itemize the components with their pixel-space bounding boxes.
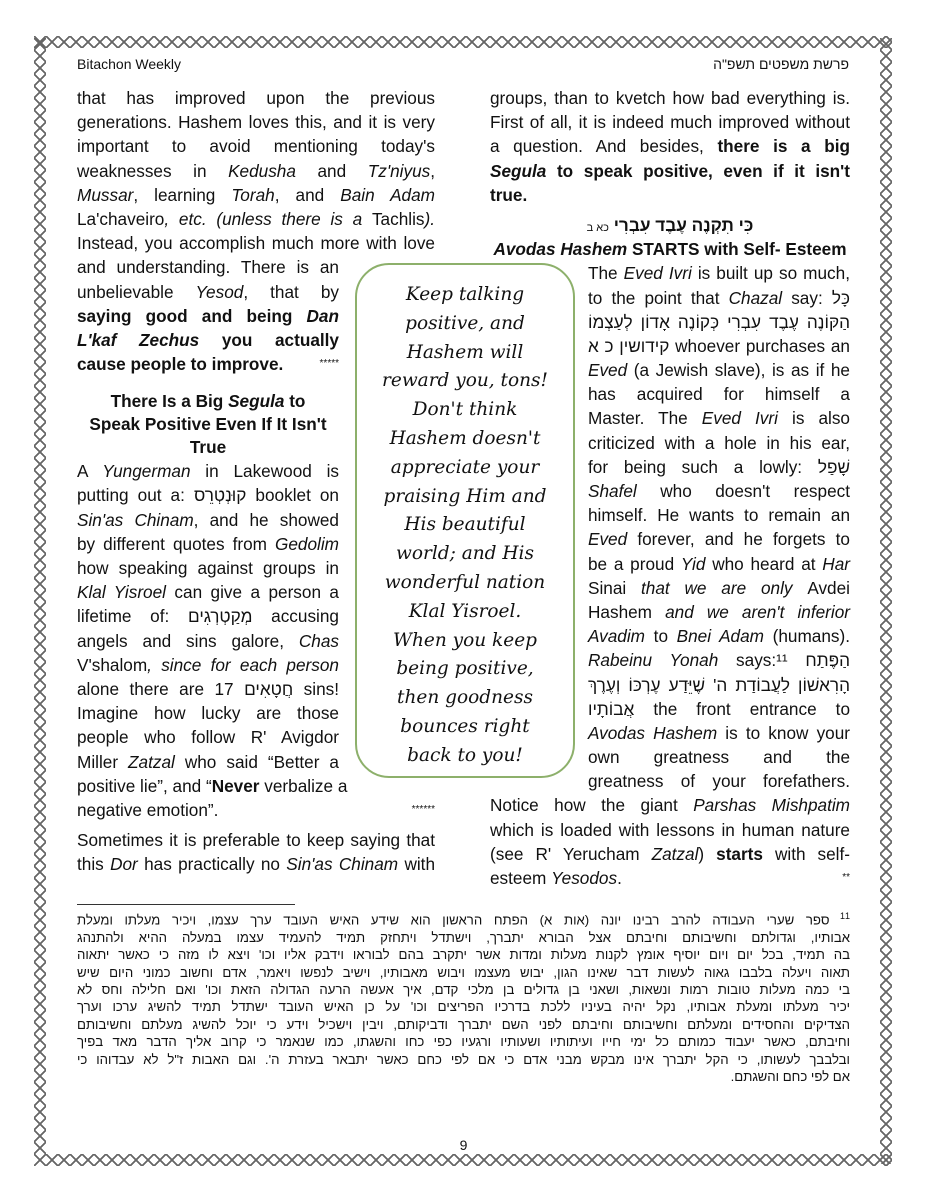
text-line: קידושין כ א whoever purchases an <box>588 335 850 356</box>
text-line: by different quotes from Gedolim <box>77 533 339 554</box>
text-line: to the point that Chazal say: כָּל <box>588 287 850 308</box>
callout-line: Klal Yisroel. <box>408 600 522 622</box>
callout-line: wonderful nation <box>384 571 546 593</box>
text-line: groups, than to kvetch how bad everything is. <box>490 88 850 108</box>
page-border-right <box>880 38 892 1164</box>
text-line: positive lie”, and “Never verbalize a <box>77 775 348 796</box>
right-column <box>490 86 850 890</box>
callout-line: bounces right <box>400 715 530 737</box>
bold-line: L'kaf Zechus you actually <box>77 329 339 350</box>
text-line: important to avoid mentioning today's <box>77 136 435 157</box>
page-border-bottom <box>34 1154 892 1166</box>
text-line: Avadim to Bnei Adam (humans). <box>588 626 850 647</box>
callout-line: When you keep <box>392 629 537 651</box>
text-line: putting out a: קוּנְטְרֵס booklet on <box>77 485 339 506</box>
footnote <box>77 908 850 1085</box>
section-stars: ***** <box>319 358 339 370</box>
text-line: greatness of your forefathers. <box>588 771 850 792</box>
footnote-line: $^{11}$ ספר שערי העבודה להרב רבינו יונה (אות א) הפתח הראשון הוא שידע האיש העובד ערך עצמו, ויכיר מעלתו ומעלת <box>77 911 850 928</box>
section-stars: ** <box>842 872 850 883</box>
footnote-line: וחיבתם, כאשר יעבוד כמותם כל ימי חייו ועיתותיו ושעותיו ורגעיו כפי כחו והשגתו, כמו שנאמר כי קרוב אליך הדבר מאד בפיך <box>77 1034 850 1050</box>
text-line: this Dor has practically no Sin'as Chinam with <box>77 854 436 875</box>
hebrew-quote-line: הָרִאשׁוֹן לַעֲבוֹדַת ה' שֶׁיֵּדַע עֶרְכּוֹ וְעֶרֶךְ <box>588 674 850 695</box>
text-line: Notice how the giant Parshas Mishpatim <box>490 795 850 816</box>
text-line: which is loaded with lessons in human nature <box>490 819 850 840</box>
text-line: Sin'as Chinam, and he showed <box>77 509 339 530</box>
heading-text: There Is a Big <box>110 391 229 412</box>
bold-line <box>77 304 339 328</box>
header-parsha-title: פרשת משפטים תשפ"ה <box>713 56 849 72</box>
text-line: people who follow R' Avigdor <box>77 727 339 748</box>
text-line: Klal Yisroel can give a person a <box>77 582 339 603</box>
text-line: weaknesses in Kedusha and Tz'niyus, <box>77 160 436 181</box>
text-line <box>490 866 850 890</box>
text-line: First of all, it is indeed much improved without <box>490 112 850 133</box>
text-line: alone there are 17 חֲטָאִים sins! <box>77 678 339 699</box>
text-line: Rabeinu Yonah says:¹¹ הַפֶּתַח <box>588 650 850 671</box>
text-line: (see R' Yerucham Zatzal) starts with self- <box>490 843 850 864</box>
text-line: and understanding. There is an <box>77 257 339 278</box>
heading-text: Speak Positive Even If It Isn't <box>89 414 327 435</box>
text-line: Sometimes it is preferable to keep saying that <box>77 830 435 851</box>
english-heading <box>482 237 858 261</box>
heading-text: True <box>189 437 227 458</box>
callout-line: then goodness <box>397 687 533 709</box>
footnote-separator <box>77 904 295 905</box>
heading-text: to <box>284 391 306 412</box>
text-line: Shafel who doesn't respect <box>588 481 850 501</box>
section-stars: ****** <box>411 803 435 815</box>
text-line: A Yungerman in Lakewood is <box>77 461 339 482</box>
footnote-number: 11 <box>829 911 850 921</box>
text-line: Instead, you accomplish much more with love <box>77 233 435 254</box>
text-line: generations. Hashem loves this, and it is very <box>77 112 435 133</box>
footnote-line: אבותיו, וגדולתם וחשיבותם וחיבתם אצל הבורא יתברך, וישתדל ויתחזק תמיד להעמיד עצמו במעלה ההיא ולהתנהג <box>77 929 850 945</box>
text-line: Imagine how lucky are those <box>77 703 339 724</box>
hebrew-quote-line: הַקּוֹנֶה עֶבֶד עִבְרִי כְּקוֹנֶה אָדוֹן לְעַצְמוֹ <box>588 311 850 332</box>
footnote-line: בה תמיד, בכל יום ויום יוסיף אומץ לקנות מעלות ומדות אשר יתקרב בהם לבוראו וידבק אליו וכו' ויצא לו מזה כי כאשר יתאוה <box>77 947 850 963</box>
bold-text: saying good and being Dan <box>77 305 339 326</box>
footnote-line: בי כמה מעלות טובות רמות ונשאות, ושאני בן גדולים בן מלכי קדם, איך אעשה הרעה הגדולה הזאת וכו' ואם חלילה וחס לא <box>77 982 850 998</box>
text-line: for being such a lowly: שָׁפַל <box>588 456 850 477</box>
text-line: Eved (a Jewish slave), is as if he <box>588 360 850 381</box>
text-line: Hashem and we aren't inferior <box>588 601 850 622</box>
section-heading <box>490 213 850 261</box>
text-line: The Eved Ivri is built up so much, <box>588 263 850 284</box>
text-line: La'chaveiro, etc. (unless there is a Tachlis). <box>77 208 435 229</box>
text-line: angels and sins galore, Chas <box>77 630 339 651</box>
text-line: Eved forever, and he forgets to <box>588 529 850 550</box>
text-line: Avodas Hashem is to know your <box>588 722 850 743</box>
verse-reference: כא ב <box>586 221 609 234</box>
page-number: 9 <box>459 1137 468 1153</box>
callout-line: Hashem will <box>406 341 524 363</box>
text-line: himself. He wants to remain an <box>588 505 850 526</box>
bold-line: true. <box>490 184 528 205</box>
header-publication-title: Bitachon Weekly <box>77 56 182 72</box>
callout-line: Keep talking <box>405 284 525 305</box>
hebrew-heading <box>490 213 850 237</box>
text: negative emotion”. <box>77 799 219 820</box>
footnote-line: תאוה ויעלה בלבבו גאוה לעשות דבר שאינו הגון, יבוש מעצמו ויבוש מאבותיו, וישיב לנפשו ויאמר, אדם וחשוב כמוני היום שיש <box>77 964 850 980</box>
callout-line: Hashem doesn't <box>389 427 541 449</box>
footnote-line: אם לפי כחם והשגתם. <box>730 1069 850 1085</box>
callout-line: reward you, tons! <box>382 370 548 392</box>
callout-line: praising Him and <box>383 485 547 507</box>
page-border-top <box>34 36 892 48</box>
callout-line: appreciate your <box>390 456 540 478</box>
callout-line: world; and His <box>396 543 534 565</box>
text-line: אֲבוֹתָיו the front entrance to <box>588 698 850 719</box>
bold-text: cause people to improve. <box>77 354 284 375</box>
callout-line: back to you! <box>407 744 523 766</box>
footnote-line: ובלבבך לעשותו, כי הקל יתברך אינו מבקש מבני אדם כי אם לפי כחם כאשר יתבאר בעזרת ה'. וגם האבות ז"ל לא עבדוהו כי <box>77 1051 850 1067</box>
text-line <box>77 798 435 822</box>
text-line: that has improved upon the previous <box>77 88 435 108</box>
text-line: V'shalom, since for each person <box>77 654 339 675</box>
text: esteem Yesodos. <box>490 868 622 888</box>
text-line: how speaking against groups in <box>77 558 339 578</box>
heading-text: STARTS with Self- Esteem <box>627 239 847 260</box>
text-line: has acquired for himself a <box>588 384 850 405</box>
page-border-left <box>34 38 46 1164</box>
callout-line: Don't think <box>412 399 518 421</box>
text-line: criticized with a hole in his ear, <box>588 432 850 453</box>
text-line: Sinai that we are only Avdei <box>588 577 850 598</box>
text-line: lifetime of: מְקַטְרְגִים accusing <box>77 606 339 627</box>
bold-line: Segula to speak positive, even if it isn't <box>490 160 850 181</box>
text-line: Miller Zatzal who said “Better a <box>77 751 339 772</box>
text-line: unbelievable Yesod, that by <box>77 281 339 302</box>
hebrew-verse: כִּי תִקְנֶה עֶבֶד עִבְרִי <box>613 214 754 235</box>
section-heading <box>77 390 339 459</box>
callout-line: His beautiful <box>404 514 526 536</box>
bold-line <box>77 352 339 376</box>
text-line: own greatness and the <box>588 747 850 768</box>
text-line: Master. The Eved Ivri is also <box>588 408 850 429</box>
callout-line: being positive, <box>396 658 534 680</box>
footnote-line: הצדיקים והחסידים ומעלתם וחשיבותם וחיבתם לפני השם יתברך ודביקותם, ויבין וישכיל וידע כי יוכל להשיג מעלתם וחשיבותם <box>77 1016 850 1032</box>
text-line: be a proud Yid who heard at Har <box>588 553 850 574</box>
heading-italic: Segula <box>228 391 285 412</box>
heading-italic: Avodas Hashem <box>493 239 628 260</box>
callout-line: positive, and <box>405 312 525 334</box>
text-line: a question. And besides, there is a big <box>490 136 850 157</box>
text-line: Mussar, learning Torah, and Bain Adam <box>77 184 435 205</box>
footnote-line: יכיר מעלתו ומעלת אבותיו, נקל יהיה בעיניו ללכת בדרכיו הפריצים וכו' על כן האיש העובד ישתדל תמיד להשיג ערכו וערך <box>77 999 850 1015</box>
